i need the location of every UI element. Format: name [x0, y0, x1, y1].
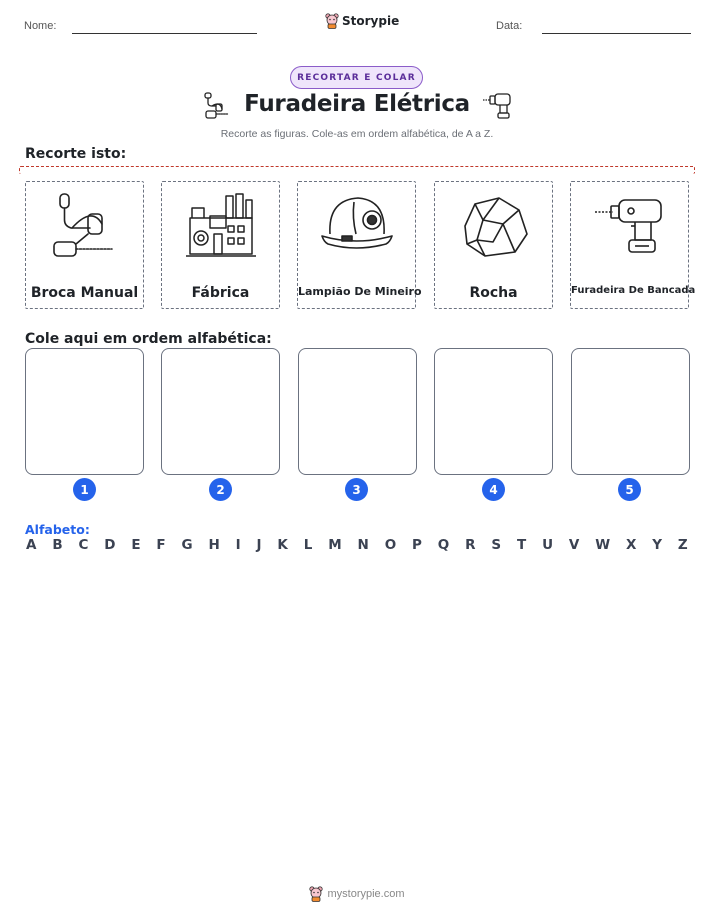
alphabet-letter: F	[156, 537, 166, 553]
power-drill-icon	[481, 91, 513, 121]
paste-heading: Cole aqui em ordem alfabética:	[25, 331, 272, 347]
date-label: Data:	[496, 20, 523, 32]
instructions: Recorte as figuras. Cole-as em ordem alfabética, de A a Z.	[220, 128, 494, 140]
name-label: Nome:	[24, 20, 57, 32]
activity-badge: RECORTAR E COLAR	[290, 66, 423, 89]
alphabet-letter: U	[542, 537, 554, 553]
alphabet-letter: S	[491, 537, 502, 553]
paste-box-1[interactable]	[25, 348, 144, 475]
cut-heading: Recorte isto:	[25, 146, 127, 162]
alphabet-letter: V	[568, 537, 580, 553]
paste-number-1: 1	[73, 478, 96, 501]
cut-card-label: Rocha	[469, 285, 518, 301]
cut-card-furadeira-de-bancada[interactable]	[570, 181, 696, 309]
alphabet-letter: I	[235, 537, 241, 553]
footer-url[interactable]: mystorypie.com	[327, 888, 405, 900]
alphabet-letter: W	[595, 537, 611, 553]
power-drill-icon	[591, 190, 669, 264]
footer	[0, 886, 714, 902]
alphabet-letter: T	[517, 537, 527, 553]
cut-guide-line	[19, 166, 695, 174]
alphabet-letter: D	[104, 537, 116, 553]
cut-card-label: Broca Manual	[30, 285, 139, 301]
alphabet-letter: M	[328, 537, 342, 553]
paste-number-3: 3	[345, 478, 368, 501]
cut-card-fabrica[interactable]	[161, 181, 280, 309]
paste-number-4: 4	[482, 478, 505, 501]
alphabet-letter: Q	[437, 537, 450, 553]
alphabet-letter: Z	[677, 537, 688, 553]
alphabet-letter: K	[277, 537, 288, 553]
cut-card-label: Furadeira De Bancada	[571, 285, 696, 296]
alphabet-letter: L	[303, 537, 313, 553]
page-title: Furadeira Elétrica	[244, 91, 470, 117]
alphabet-letter: E	[131, 537, 141, 553]
miner-helmet-lamp-icon	[318, 190, 396, 264]
alphabet-heading: Alfabeto:	[25, 522, 90, 537]
alphabet-letter: R	[465, 537, 476, 553]
alphabet-letter: H	[208, 537, 220, 553]
paste-number-5: 5	[618, 478, 641, 501]
alphabet-letter: N	[357, 537, 369, 553]
cut-card-label: Lampião De Mineiro	[298, 285, 422, 298]
factory-icon	[182, 190, 260, 264]
alphabet-letter: C	[78, 537, 89, 553]
alphabet-letter: G	[181, 537, 193, 553]
alphabet-letter: P	[412, 537, 422, 553]
alphabet-letter: B	[52, 537, 63, 553]
alphabet-letter: O	[384, 537, 397, 553]
alphabet-letter: X	[625, 537, 637, 553]
paste-box-3[interactable]	[298, 348, 417, 475]
bear-icon	[309, 886, 323, 902]
date-line[interactable]	[542, 33, 691, 34]
alphabet-row	[26, 537, 688, 553]
paste-number-2: 2	[209, 478, 232, 501]
cut-card-lampiao-de-mineiro[interactable]	[297, 181, 422, 309]
bear-icon	[325, 13, 339, 29]
cut-card-rocha[interactable]	[434, 181, 553, 309]
alphabet-letter: Y	[652, 537, 663, 553]
brand-logo	[325, 13, 399, 29]
brand-name: Storypie	[342, 14, 400, 28]
paste-box-2[interactable]	[161, 348, 280, 475]
alphabet-letter: A	[26, 537, 37, 553]
paste-box-4[interactable]	[434, 348, 553, 475]
rock-icon	[455, 190, 533, 264]
hand-drill-icon	[46, 190, 124, 264]
alphabet-letter: J	[256, 537, 262, 553]
cut-card-label: Fábrica	[191, 285, 250, 301]
paste-box-5[interactable]	[571, 348, 690, 475]
cut-card-broca-manual[interactable]	[25, 181, 144, 309]
name-line[interactable]	[72, 33, 257, 34]
